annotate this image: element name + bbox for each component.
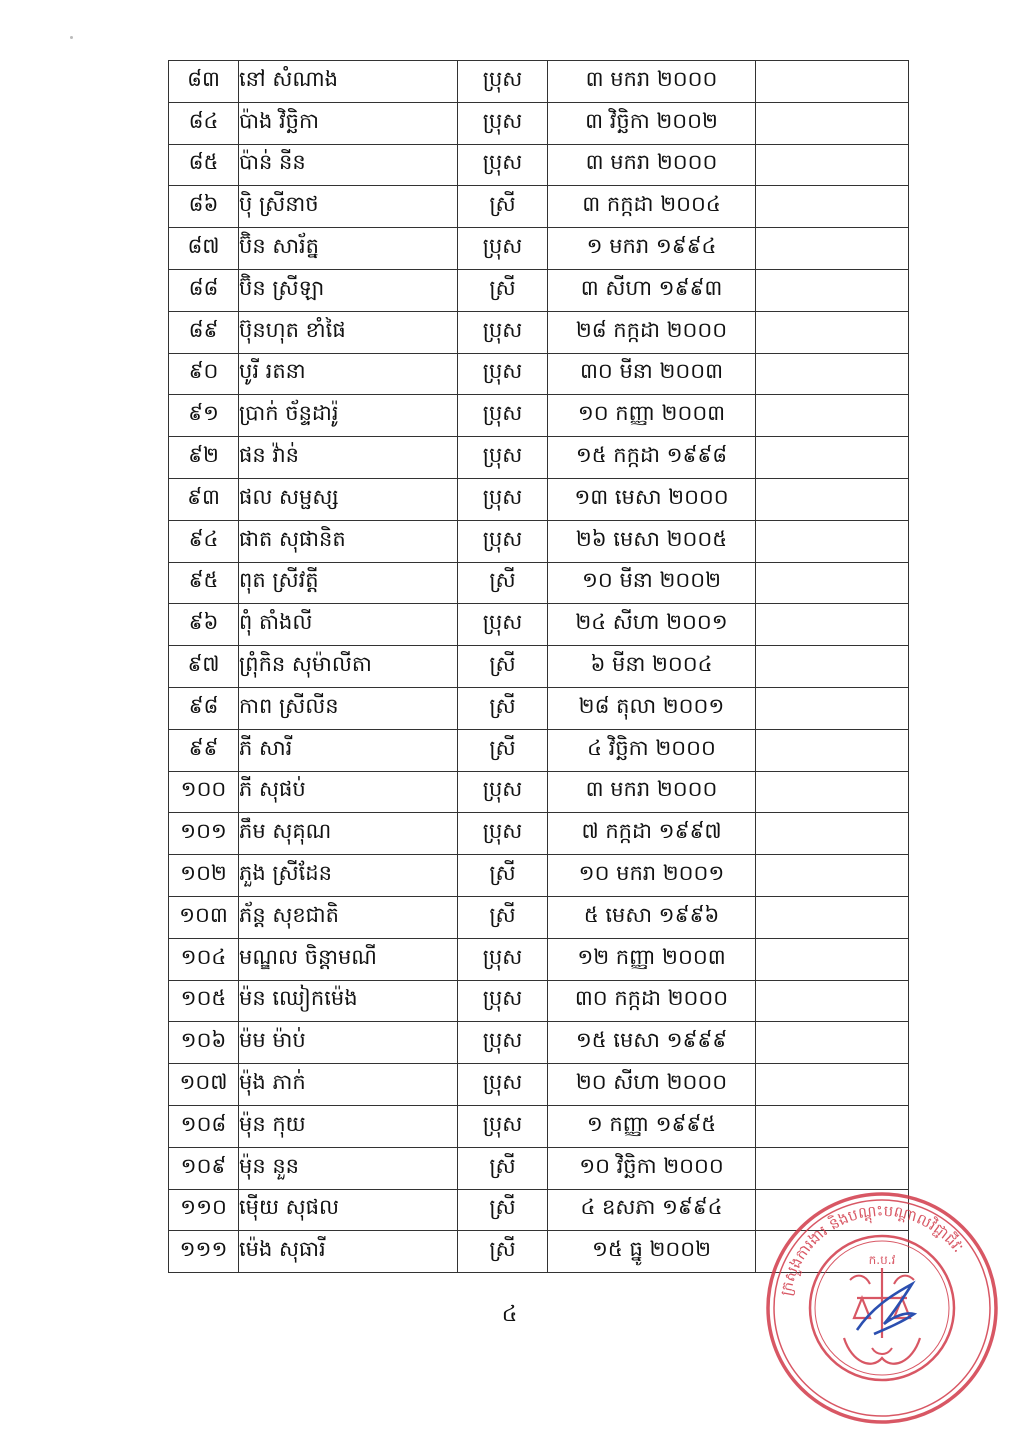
date-of-birth-cell: ១០ មករា ២០០១ — [548, 855, 756, 897]
row-number-cell: ១០៤ — [169, 938, 239, 980]
remarks-cell — [756, 395, 909, 437]
date-of-birth-cell: ៣ មករា ២០០០ — [548, 771, 756, 813]
sex-cell: ស្រី — [458, 1147, 548, 1189]
date-of-birth-cell: ២៤ សីហា ២០០១ — [548, 604, 756, 646]
remarks-cell — [756, 855, 909, 897]
row-number-cell: ៩៩ — [169, 729, 239, 771]
table-row — [169, 311, 909, 353]
table-row — [169, 855, 909, 897]
page-number: ៤ — [501, 1302, 518, 1327]
date-of-birth-cell: ១ មករា ១៩៩៤ — [548, 228, 756, 270]
full-name-cell: ម៉ន ឈៀកម៉េង — [239, 980, 458, 1022]
table-row — [169, 395, 909, 437]
table-row — [169, 771, 909, 813]
sex-cell: ប្រុស — [458, 1105, 548, 1147]
sex-cell: ប្រុស — [458, 771, 548, 813]
date-of-birth-cell: ៣០ កក្កដា ២០០០ — [548, 980, 756, 1022]
date-of-birth-cell: ៦ មីនា ២០០៤ — [548, 646, 756, 688]
table-row — [169, 980, 909, 1022]
full-name-cell: ភួង ស្រីដែន — [239, 855, 458, 897]
row-number-cell: ៨៦ — [169, 186, 239, 228]
full-name-cell: ម៉ើយ សុផល — [239, 1189, 458, 1231]
row-number-cell: ៩៣ — [169, 478, 239, 520]
remarks-cell — [756, 813, 909, 855]
sex-cell: ប្រុស — [458, 102, 548, 144]
table-row — [169, 228, 909, 270]
full-name-cell: ភឹម សុគុណ — [239, 813, 458, 855]
date-of-birth-cell: ១២ កញ្ញា ២០០៣ — [548, 938, 756, 980]
date-of-birth-cell: ១០ កញ្ញា ២០០៣ — [548, 395, 756, 437]
date-of-birth-cell: ១៥ មេសា ១៩៩៩ — [548, 1022, 756, 1064]
full-name-cell: ពុត ស្រីវត្តី — [239, 562, 458, 604]
remarks-cell — [756, 646, 909, 688]
row-number-cell: ១០៨ — [169, 1105, 239, 1147]
full-name-cell: ម៉េង សុធារី — [239, 1231, 458, 1273]
sex-cell: ប្រុស — [458, 437, 548, 479]
remarks-cell — [756, 687, 909, 729]
remarks-cell — [756, 938, 909, 980]
remarks-cell — [756, 729, 909, 771]
full-name-cell: ប្រាក់ ច័ន្ទដារ៉ូ — [239, 395, 458, 437]
date-of-birth-cell: ២៨ កក្កដា ២០០០ — [548, 311, 756, 353]
sex-cell: ប្រុស — [458, 228, 548, 270]
full-name-cell: ភី សារី — [239, 729, 458, 771]
remarks-cell — [756, 520, 909, 562]
table-row — [169, 813, 909, 855]
sex-cell: ស្រី — [458, 646, 548, 688]
table-row — [169, 938, 909, 980]
full-name-cell: ផន វ៉ាន់ — [239, 437, 458, 479]
table-row — [169, 520, 909, 562]
full-name-cell: ម៉ម ម៉ាប់ — [239, 1022, 458, 1064]
date-of-birth-cell: ៤ ឧសភា ១៩៩៤ — [548, 1189, 756, 1231]
date-of-birth-cell: ២៦ មេសា ២០០៥ — [548, 520, 756, 562]
full-name-cell: មណ្ឌល ចិន្តាមណី — [239, 938, 458, 980]
remarks-cell — [756, 562, 909, 604]
sex-cell: ស្រី — [458, 896, 548, 938]
remarks-cell — [756, 186, 909, 228]
remarks-cell — [756, 896, 909, 938]
table-row — [169, 729, 909, 771]
row-number-cell: ១១១ — [169, 1231, 239, 1273]
row-number-cell: ១០១ — [169, 813, 239, 855]
seal-ring-text: ក្រសួងការងារ និងបណ្តុះបណ្តាលវិជ្ជាជីវៈ — [776, 1201, 968, 1298]
sex-cell: ប្រុស — [458, 938, 548, 980]
table-row — [169, 604, 909, 646]
table-row — [169, 687, 909, 729]
scan-speck — [70, 36, 73, 39]
row-number-cell: ១០០ — [169, 771, 239, 813]
roster-body — [169, 61, 909, 1273]
date-of-birth-cell: ១ កញ្ញា ១៩៩៥ — [548, 1105, 756, 1147]
row-number-cell: ៨៤ — [169, 102, 239, 144]
sex-cell: ស្រី — [458, 855, 548, 897]
remarks-cell — [756, 102, 909, 144]
row-number-cell: ១០៥ — [169, 980, 239, 1022]
row-number-cell: ៩៨ — [169, 687, 239, 729]
date-of-birth-cell: ៣ វិច្ឆិកា ២០០២ — [548, 102, 756, 144]
sex-cell: ស្រី — [458, 186, 548, 228]
remarks-cell — [756, 604, 909, 646]
table-row — [169, 144, 909, 186]
row-number-cell: ៩៥ — [169, 562, 239, 604]
row-number-cell: ៨៨ — [169, 269, 239, 311]
sex-cell: ស្រី — [458, 562, 548, 604]
row-number-cell: ១០២ — [169, 855, 239, 897]
row-number-cell: ១០៩ — [169, 1147, 239, 1189]
remarks-cell — [756, 1064, 909, 1106]
full-name-cell: ប៊ុនហុត ខាំផៃ — [239, 311, 458, 353]
full-name-cell: ប៊ិន ស្រីឡា — [239, 269, 458, 311]
remarks-cell — [756, 353, 909, 395]
date-of-birth-cell: ២៨ តុលា ២០០១ — [548, 687, 756, 729]
row-number-cell: ៨៣ — [169, 61, 239, 103]
date-of-birth-cell: ៥ មេសា ១៩៩៦ — [548, 896, 756, 938]
table-row — [169, 186, 909, 228]
sex-cell: ប្រុស — [458, 353, 548, 395]
sex-cell: ស្រី — [458, 1231, 548, 1273]
row-number-cell: ៩២ — [169, 437, 239, 479]
table-row — [169, 1064, 909, 1106]
row-number-cell: ៩៧ — [169, 646, 239, 688]
date-of-birth-cell: ៣ សីហា ១៩៩៣ — [548, 269, 756, 311]
row-number-cell: ៨៧ — [169, 228, 239, 270]
full-name-cell: ប៉ាន់ នីន — [239, 144, 458, 186]
official-seal-icon — [762, 1188, 1002, 1428]
row-number-cell: ៨៩ — [169, 311, 239, 353]
full-name-cell: ផល សម្ផស្ស — [239, 478, 458, 520]
table-row — [169, 353, 909, 395]
full-name-cell: ម៉ុន នួន — [239, 1147, 458, 1189]
row-number-cell: ១១០ — [169, 1189, 239, 1231]
remarks-cell — [756, 771, 909, 813]
full-name-cell: ផាត សុផានិត — [239, 520, 458, 562]
date-of-birth-cell: ៤ វិច្ឆិកា ២០០០ — [548, 729, 756, 771]
roster-table — [168, 60, 909, 1273]
table-row — [169, 102, 909, 144]
table-row — [169, 437, 909, 479]
table-row — [169, 646, 909, 688]
table-row — [169, 269, 909, 311]
row-number-cell: ៩៤ — [169, 520, 239, 562]
sex-cell: ប្រុស — [458, 980, 548, 1022]
sex-cell: ស្រី — [458, 729, 548, 771]
full-name-cell: ភ័ន្ត សុខជាតិ — [239, 896, 458, 938]
row-number-cell: ៩០ — [169, 353, 239, 395]
sex-cell: ប្រុស — [458, 144, 548, 186]
date-of-birth-cell: ១០ មីនា ២០០២ — [548, 562, 756, 604]
sex-cell: ប្រុស — [458, 1064, 548, 1106]
full-name-cell: នៅ សំណាង — [239, 61, 458, 103]
row-number-cell: ១០៦ — [169, 1022, 239, 1064]
row-number-cell: ១០៧ — [169, 1064, 239, 1106]
remarks-cell — [756, 144, 909, 186]
date-of-birth-cell: ៣ មករា ២០០០ — [548, 61, 756, 103]
sex-cell: ប្រុស — [458, 478, 548, 520]
full-name-cell: ព្រុំកិន សុម៉ាលីតា — [239, 646, 458, 688]
remarks-cell — [756, 478, 909, 520]
date-of-birth-cell: ១៥ កក្កដា ១៩៩៨ — [548, 437, 756, 479]
table-row — [169, 896, 909, 938]
remarks-cell — [756, 437, 909, 479]
sex-cell: ស្រី — [458, 269, 548, 311]
full-name-cell: បូរី រតនា — [239, 353, 458, 395]
full-name-cell: ភី សុផប់ — [239, 771, 458, 813]
full-name-cell: កាព ស្រីលីន — [239, 687, 458, 729]
table-row — [169, 61, 909, 103]
table-row — [169, 1022, 909, 1064]
sex-cell: ប្រុស — [458, 1022, 548, 1064]
remarks-cell — [756, 980, 909, 1022]
row-number-cell: ១០៣ — [169, 896, 239, 938]
date-of-birth-cell: ៣ កក្កដា ២០០៤ — [548, 186, 756, 228]
sex-cell: ប្រុស — [458, 604, 548, 646]
table-row — [169, 478, 909, 520]
seal-abbr: ក.ប.វ — [868, 1253, 896, 1267]
full-name-cell: ពុំ តាំងលី — [239, 604, 458, 646]
remarks-cell — [756, 228, 909, 270]
date-of-birth-cell: ១៥ ធ្នូ ២០០២ — [548, 1231, 756, 1273]
full-name-cell: ប៉ាង វិច្ឆិកា — [239, 102, 458, 144]
date-of-birth-cell: ៣ មករា ២០០០ — [548, 144, 756, 186]
table-row — [169, 562, 909, 604]
date-of-birth-cell: ១៣ មេសា ២០០០ — [548, 478, 756, 520]
full-name-cell: ម៉ុន កុយ — [239, 1105, 458, 1147]
full-name-cell: ម៉ុង ភាក់ — [239, 1064, 458, 1106]
date-of-birth-cell: ៧ កក្កដា ១៩៩៧ — [548, 813, 756, 855]
remarks-cell — [756, 311, 909, 353]
table-row — [169, 1105, 909, 1147]
sex-cell: ប្រុស — [458, 520, 548, 562]
sex-cell: ប្រុស — [458, 311, 548, 353]
remarks-cell — [756, 1022, 909, 1064]
remarks-cell — [756, 61, 909, 103]
row-number-cell: ៩៦ — [169, 604, 239, 646]
sex-cell: ប្រុស — [458, 813, 548, 855]
remarks-cell — [756, 269, 909, 311]
sex-cell: ស្រី — [458, 1189, 548, 1231]
sex-cell: ប្រុស — [458, 395, 548, 437]
table-row — [169, 1147, 909, 1189]
row-number-cell: ៨៥ — [169, 144, 239, 186]
full-name-cell: ប៊ិន សារ័ត្ន — [239, 228, 458, 270]
remarks-cell — [756, 1105, 909, 1147]
row-number-cell: ៩១ — [169, 395, 239, 437]
remarks-cell — [756, 1147, 909, 1189]
full-name-cell: ប៉ិ ស្រីនាថ — [239, 186, 458, 228]
date-of-birth-cell: ៣០ មីនា ២០០៣ — [548, 353, 756, 395]
date-of-birth-cell: ១០ វិច្ឆិកា ២០០០ — [548, 1147, 756, 1189]
sex-cell: ស្រី — [458, 687, 548, 729]
date-of-birth-cell: ២០ សីហា ២០០០ — [548, 1064, 756, 1106]
sex-cell: ប្រុស — [458, 61, 548, 103]
